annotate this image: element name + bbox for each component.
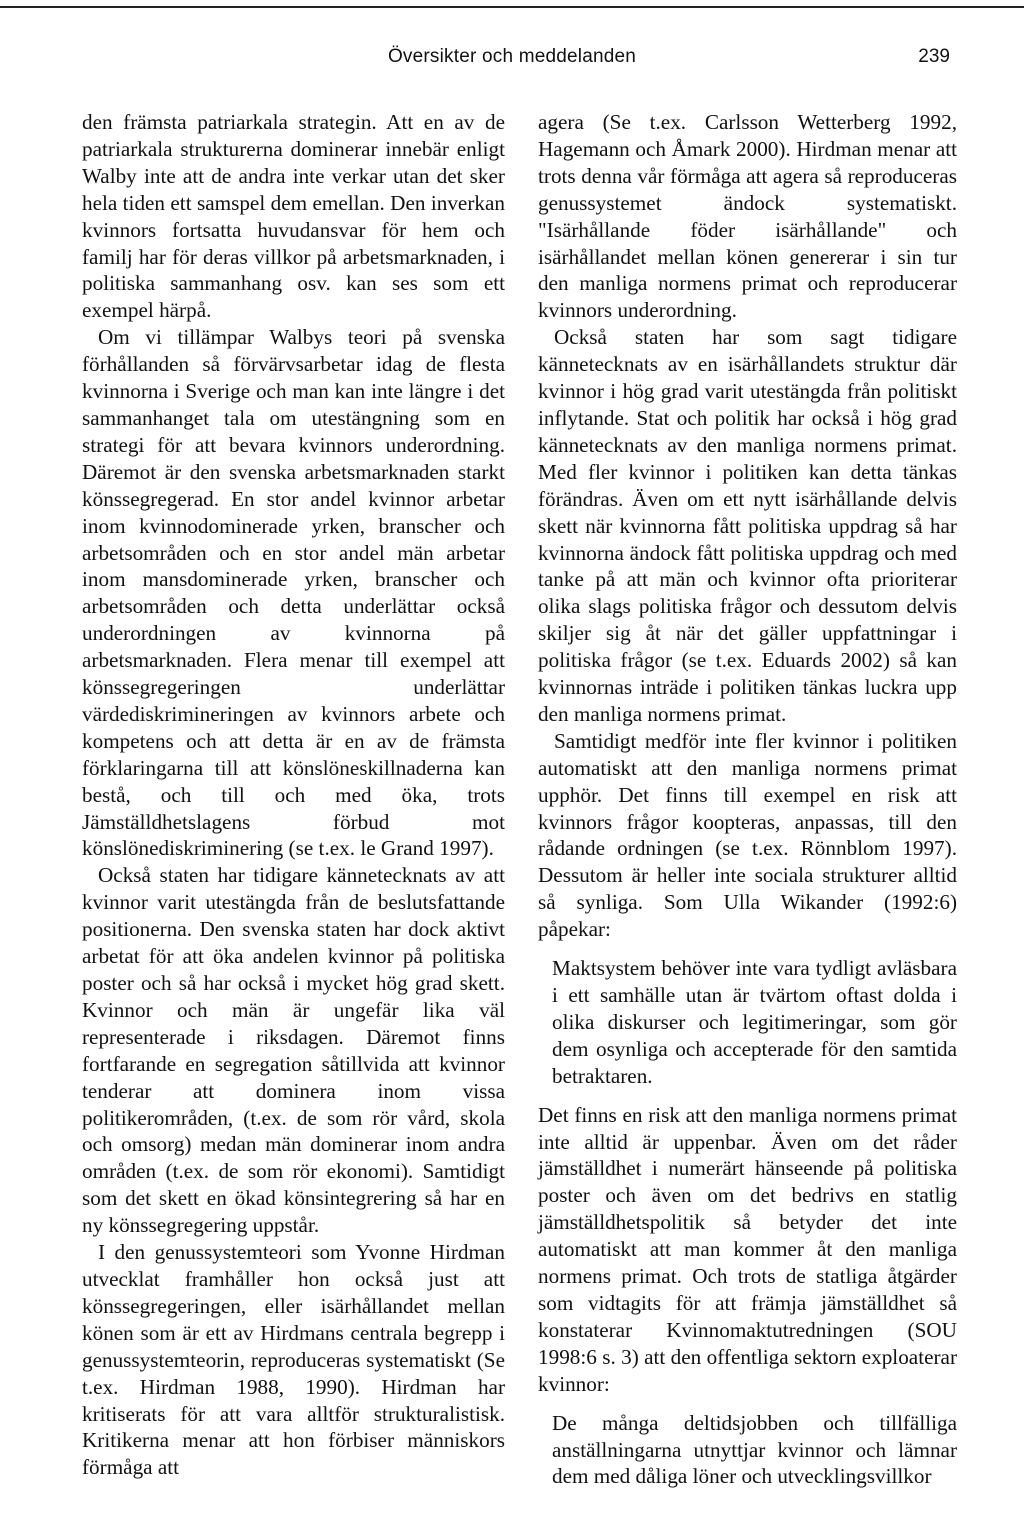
top-rule [0, 6, 1024, 8]
paragraph: Det finns en risk att den manliga normens primat inte alltid är uppenbar. Även om det råder jämställdhet i numerärt hänseende på politiska poster och även om det bedrivs en statlig jämställdhetspolitik så betyder det inte automatiskt att man kommer åt den manliga normens primat. Och trots de statliga åtgärder som vidtagits för att främja jämställdhet så konstaterar Kvinnomaktutredningen (SOU 1998:6 s. 3) att den offentliga sektorn exploaterar kvinnor: [538, 1102, 957, 1396]
page-number: 239 [918, 46, 950, 67]
paragraph: Om vi tillämpar Walbys teori på svenska förhållanden så förvärvsarbetar idag de flesta kvinnorna i Sverige och man kan inte längre i det sammanhanget tala om utestängning som en strategi för att bevara kvinnors underordning. Däremot är den svenska arbetsmarknaden starkt könssegregerad. En stor andel kvinnor arbetar inom kvinnodominerade yrken, branscher och arbetsområden och en stor andel män arbetar inom mansdominerade yrken, branscher och arbetsområden och detta underlättar också underordningen av kvinnorna på arbetsmarknaden. Flera menar till exempel att könssegregeringen underlättar värdediskrimineringen av kvinnors arbete och kompetens och att detta är en av de främsta förklaringarna till att könslöneskillnaderna kan bestå, och till och med öka, trots Jämställdhetslagens förbud mot könslönediskriminering (se t.ex. le Grand 1997). [82, 325, 505, 861]
right-column [538, 109, 957, 1502]
paragraph: den främsta patriarkala strategin. Att en av de patriarkala strukturerna dominerar innebär enligt Walby inte att de andra inte verkar utan det sker hela tiden ett samspel dem emellan. Den inverkan kvinnors fortsatta huvudansvar för hem och familj har för deras villkor på arbetsmarknaden, i politiska sammanhang osv. kan ses som ett exempel härpå. [82, 110, 505, 323]
paragraph: Samtidigt medför inte fler kvinnor i politiken automatiskt att den manliga normens primat upphör. Det finns till exempel en risk att kvinnors frågor koopteras, anpassas, till den rådande ordningen (se t.ex. Rönnblom 1997). Dessutom är heller inte sociala strukturer alltid så synliga. Som Ulla Wikander (1992:6) påpekar: [538, 728, 957, 942]
paragraph: Också staten har som sagt tidigare kännetecknats av en isärhållandets struktur där kvinnor i hög grad varit utestängda från politiskt inflytande. Stat och politik har också i hög grad kännetecknats av den manliga normens primat. Med fler kvinnor i politiken kan detta tänkas förändras. Även om ett nytt isärhållande delvis skett när kvinnorna fått politiska uppdrag så har kvinnorna ändock fått politiska uppdrag och med tanke på att män och kvinnor ofta prioriterar olika slags politiska frågor och dessutom delvis skiljer sig åt när det gäller uppfattningar i politiska frågor (se t.ex. Eduards 2002) så kan kvinnornas inträde i politiken tänkas luckra upp den manliga normens primat. [538, 325, 957, 726]
paragraph: I den genussystemteori som Yvonne Hirdman utvecklat framhåller hon också just att könssegregeringen, eller isärhållandet mellan könen som är ett av Hirdmans centrala begrepp i genussystemteorin, reproduceras systematiskt (Se t.ex. Hirdman 1988, 1990). Hirdman har kritiserats för att vara alltför strukturalistisk. Kritikerna menar att hon förbiser människors förmåga att [82, 1240, 505, 1480]
paragraph: Också staten har tidigare kännetecknats av att kvinnor varit utestängda från de beslutsfattande positionerna. Den svenska staten har dock aktivt arbetat för att öka andelen kvinnor på politiska poster och så har också i mycket hög grad skett. Kvinnor och män är ungefär lika väl representerade i riksdagen. Däremot finns fortfarande en segregation såtillvida att kvinnor tenderar att dominera inom vissa politikerområden, (t.ex. de som rör vård, skola och omsorg) medan män dominerar inom andra områden (t.ex. de som rör ekonomi). Samtidigt som det skett en ökad könsintegrering så har en ny könssegregering uppstår. [82, 863, 505, 1238]
block-quote: De många deltidsjobben och tillfälliga anställningarna utnyttjar kvinnor och lämnar dem med dåliga löner och utvecklingsvillkor [552, 1410, 957, 1489]
running-head: Översikter och meddelanden [387, 46, 637, 67]
left-column [82, 109, 505, 1481]
block-quote: Maktsystem behöver inte vara tydligt avläsbara i ett samhälle utan är tvärtom oftast dolda i olika diskurser och legitimeringar, som gör dem osynliga och accepterade för den samtida betraktaren. [552, 956, 957, 1088]
paragraph: agera (Se t.ex. Carlsson Wetterberg 1992, Hagemann och Åmark 2000). Hirdman menar att trots denna vår förmåga att agera så reproduceras genussystemet ändock systematiskt. "Isärhållande föder isärhållande" och isärhållandet mellan könen genererar i sin tur den manliga normens primat och reproducerar kvinnors underordning. [538, 110, 957, 323]
